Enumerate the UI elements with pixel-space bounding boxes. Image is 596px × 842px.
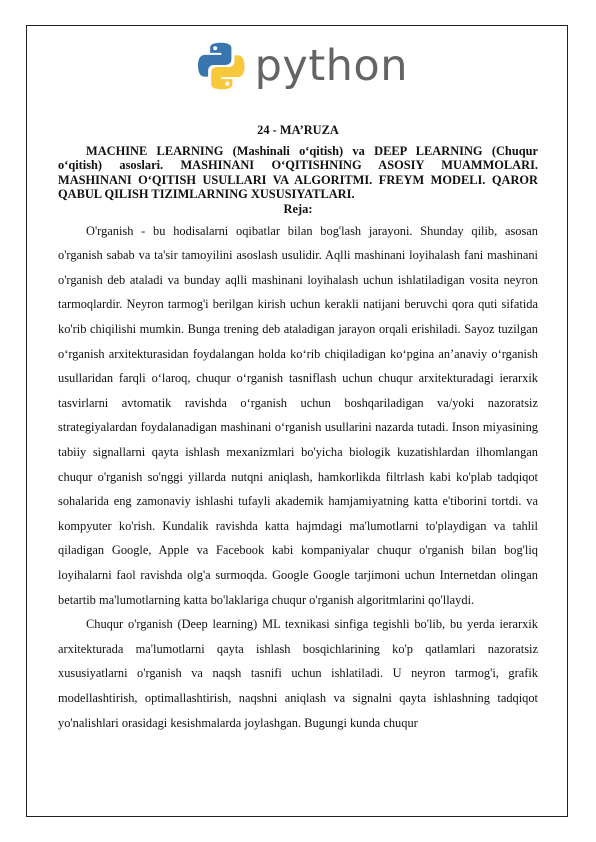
python-logo-icon	[196, 39, 247, 93]
lecture-number: 24 - MA’RUZA	[257, 123, 339, 137]
lecture-title: MACHINE LEARNING (Mashinali o‘qitish) va DEEP LEARNING (Chuqur o‘qitish) asoslari. MASHINANI O‘QITISHNING ASOSIY MUAMMOLARI. MASHINANI O‘QITISH USULLARI VA ALGORITMI. FREYM MODELI. QAROR QABUL QILISH TIZIMLARNING XUSUSIYATLARI.	[58, 144, 538, 202]
plan-label: Reja:	[283, 201, 313, 216]
paragraph: O'rganish - bu hodisalarni oqibatlar bilan bog'lash jarayoni. Shunday qilib, asosan o'rganish sabab va ta'sir tamoyilini asoslash usulidir. Aqlli mashinani loyihalash fani mashinani o'rganish deb ataladi va bunday aqlli mashinani loyihalash uchun ishlatiladigan vosita neyron tarmoqlardir. Neyron tarmog'i berilgan kirish uchun kerakli natijani beruvchi qora quti sifatida ko'rib chiqilishi mumkin. Bunga trening deb ataladigan jarayon orqali erishiladi. Sayoz tuzilgan o‘rganish arxitekturasidan foydalangan holda ko‘rib chiqiladigan ko‘pgina an’anaviy o‘rganish usullaridan farqli o‘laroq, chuqur o‘rganish tasniflash uchun chuqur arxitekturadagi ierarxik tasvirlarni avtomatik ravishda o‘rganish uchun boshqariladigan va/yoki nazoratsiz strategiyalardan foydalanadigan mashinani o‘rganish usullarini nazarda tutadi. Inson miyasining tabiiy signallarni qayta ishlash mexanizmlari bo'yicha biologik kuzatishlardan ilhomlangan chuqur o'rganish so'nggi yillarda nutqni aniqlash, hamkorlikda filtrlash kabi ko'plab tadqiqot sohalarida eng zamonaviy ishlashi tufayli akademik hamjamiyatning katta e'tiborini tortdi. va kompyuter ko'rish. Kundalik ravishda katta hajmdagi ma'lumotlarni to'playdigan va tahlil qiladigan Google, Apple va Facebook kabi kompaniyalar chuqur o'rganish bilan bog'liq loyihalarni faol ravishda olg'a surmoqda. Google Google tarjimoni uchun Internetdan olingan betartib ma'lumotlarning katta bo'laklariga chuqur o'rganish algoritmlarini qo'llaydi.	[58, 223, 538, 607]
python-logo	[196, 36, 408, 96]
paragraph: Chuqur o'rganish (Deep learning) ML texnikasi sinfiga tegishli bo'lib, bu yerda ierarxik arxitekturada ma'lumotlarni qayta ishlash bosqichlarining ko'p qatlamlari nazoratsiz xususiyatlarni o'rganish va naqsh tasnifi uchun ishlatiladi. U neyron tarmog'i, grafik modellashtirish, optimallashtirish, naqshni aniqlash va signalni qayta ishlashning tadqiqot yo'nalishlari orasidagi kesishmalarda joylashgan. Bugungi kunda chuqur	[58, 617, 538, 730]
lecture-content	[58, 122, 538, 735]
python-wordmark: python	[254, 40, 408, 91]
